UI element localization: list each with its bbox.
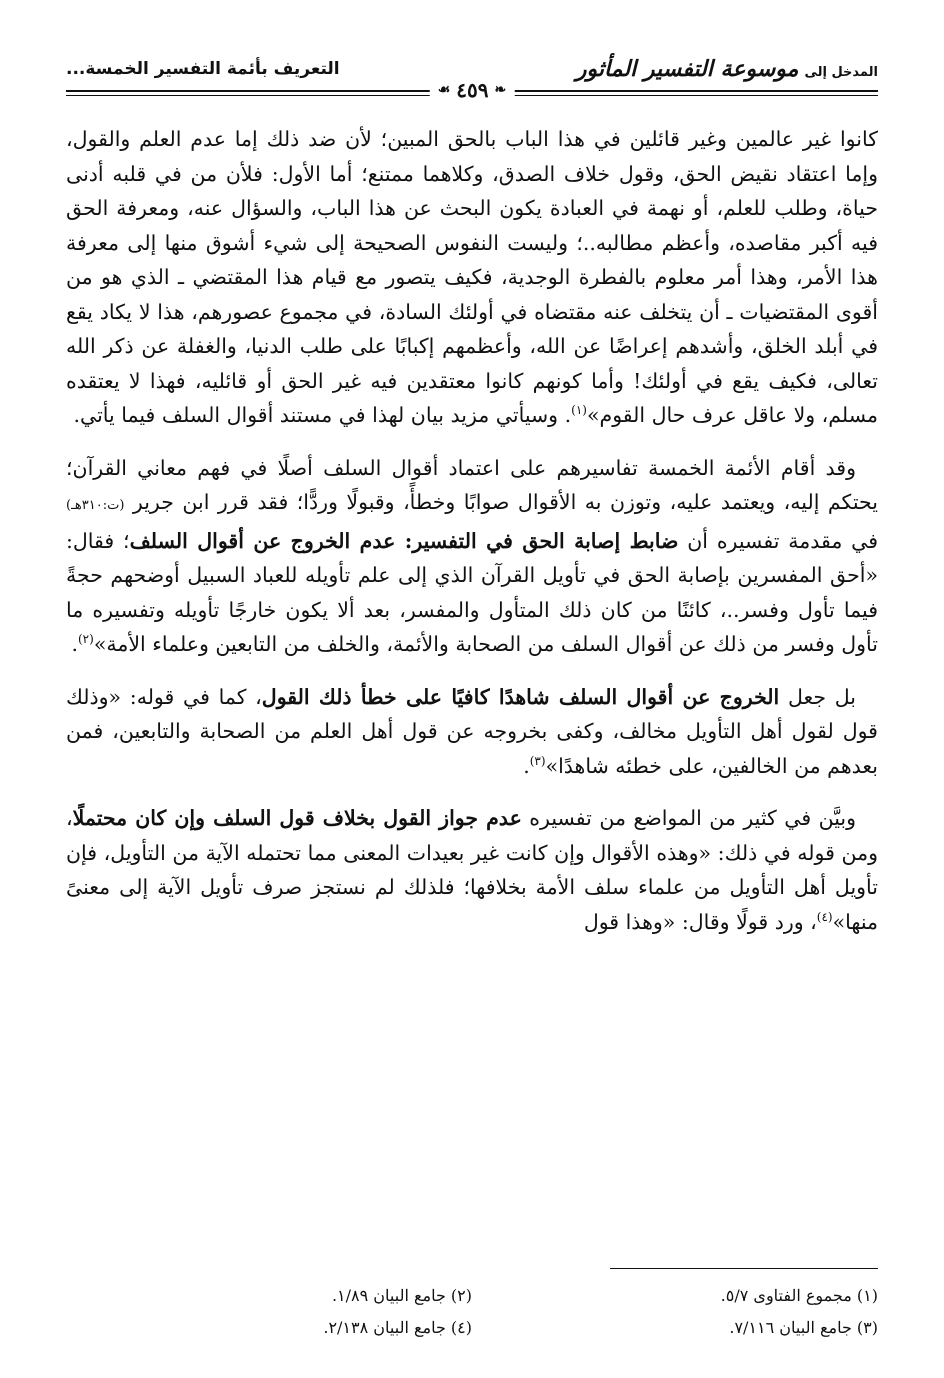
paragraph-4 bbox=[66, 801, 878, 939]
footnote-row bbox=[66, 1280, 878, 1312]
running-header bbox=[66, 44, 878, 104]
book-title-prefix: المدخل إلى bbox=[804, 65, 878, 80]
footnote-row bbox=[66, 1312, 878, 1344]
page bbox=[66, 44, 878, 1364]
footnote-1: (١) مجموع الفتاوى ٥/٧. bbox=[720, 1286, 878, 1305]
paragraph-gap bbox=[66, 783, 878, 801]
footnote-separator bbox=[610, 1268, 878, 1269]
footnote-ref-2[interactable]: (٢) bbox=[77, 632, 94, 647]
text-span: وبيَّن في كثير من المواضع من تفسيره bbox=[529, 806, 856, 830]
ornament-right-icon: ❧ bbox=[494, 82, 507, 98]
death-date: (ت:٣١٠هـ) bbox=[66, 498, 125, 513]
ornament-left-icon: ☙ bbox=[437, 82, 451, 98]
text-span: وقد أقام الأئمة الخمسة تفاسيرهم على اعتماد أقوال السلف أصلًا في فهم معاني القرآن؛ يحتكم إليه، ويعتمد عليه، وتوزن به الأقوال صوابًا وخطأً، وقبولًا وردًّا؛ فقد قرر ابن جرير bbox=[66, 455, 878, 514]
book-title bbox=[576, 56, 878, 82]
text-span: ، ورد قولًا وقال: «وهذا قول bbox=[583, 909, 817, 934]
book-title-name: موسوعة التفسير المأثور bbox=[575, 56, 799, 82]
text-span: كانوا غير عالمين وغير قائلين في هذا الباب بالحق المبين؛ لأن ضد ذلك إما عدم العلم والقول، وإما اعتقاد نقيض الحق، وقول خلاف الصدق، وكلاهما ممتنع؛ أما الأول: فلأن من في قلبه أدنى حياة، وطلب للعلم، أو نهمة في العبادة يكون البحث عن هذا الباب، والسؤال عنه، ومعرفة الحق فيه أكبر مقاصده، وأعظم مطالبه..؛ وليست النفوس الصحيحة إلى شيء أشوق منها إلى معرفة هذا الأمر، وهذا أمر معلوم بالفطرة الوجدية، فكيف يتصور مع قيام هذا المقتضي ـ الذي هو من أقوى المقتضيات ـ أن يتخلف عنه مقتضاه في أولئك السادة، في مجموع عصورهم، هذا لا يكاد يقع في أبلد الخلق، وأشدهم إعراضًا عن الله، وأعظمهم إكبابًا على طلب الدنيا، والغفلة عن ذكر الله تعالى، فكيف يقع في أولئك! وأما كونهم كانوا معتقدين فيه غير الحق أو قائليه، فهذا لا يعتقده مسلم، ولا عاقل عرف حال القوم» bbox=[66, 127, 878, 427]
text-span: . bbox=[71, 632, 78, 656]
footnote-2: (٢) جامع البيان ١/٨٩. bbox=[331, 1286, 472, 1305]
text-span: . bbox=[523, 753, 530, 778]
footnote-ref-4[interactable]: (٤) bbox=[816, 909, 833, 924]
footnote-3: (٣) جامع البيان ٧/١١٦. bbox=[729, 1318, 878, 1337]
paragraph-gap bbox=[66, 433, 878, 451]
text-span: بل جعل bbox=[787, 684, 856, 709]
footnotes bbox=[66, 1280, 878, 1344]
text-span: ؛ فقال: «أحق المفسرين بإصابة الحق في تأويل القرآن الذي إلى علم تأويله للعباد السبيل أوضحهم حجةً فيما تأول وفسر..، كائنًا من كان ذلك المتأول والمفسر، بعد ألا يكون خارجًا تأويله وتفسيره ما تأول وفسر من ذلك عن أقوال السلف من الصحابة والأئمة، والخلف من التابعين وعلماء الأمة» bbox=[66, 528, 878, 656]
page-number-box bbox=[430, 78, 515, 102]
bold-phrase: عدم جواز القول بخلاف قول السلف وإن كان محتملًا bbox=[72, 806, 522, 830]
body-text bbox=[66, 122, 878, 939]
text-span: في مقدمة تفسيره أن bbox=[687, 528, 879, 553]
bold-phrase: ضابط إصابة الحق في التفسير: عدم الخروج عن أقوال السلف bbox=[129, 528, 679, 553]
bold-phrase: الخروج عن أقوال السلف شاهدًا كافيًا على خطأ ذلك القول bbox=[261, 684, 780, 709]
page-number: ٤٥٩ bbox=[456, 78, 489, 102]
paragraph-2 bbox=[66, 451, 878, 662]
paragraph-gap bbox=[66, 662, 878, 680]
text-span: ، ومن قوله في ذلك: «وهذه الأقوال وإن كانت غير بعيدات المعنى مما تحتمله الآية من التأويل، فإن تأويل أهل التأويل من علماء سلف الأمة بخلافها؛ فلذلك لم نستجز صرف تأويل الآية إلى معنىً منها» bbox=[66, 806, 878, 934]
paragraph-3 bbox=[66, 680, 878, 784]
paragraph-1 bbox=[66, 122, 878, 433]
chapter-title: التعريف بأئمة التفسير الخمسة... bbox=[66, 59, 340, 79]
footnote-4: (٤) جامع البيان ٢/١٣٨. bbox=[323, 1318, 472, 1337]
footnote-ref-1[interactable]: (١) bbox=[571, 403, 587, 418]
text-span: . وسيأتي مزيد بيان لهذا في مستند أقوال السلف فيما يأتي. bbox=[73, 403, 572, 427]
text-span: ، كما في قوله: «وذلك قول لقول أهل التأويل مخالف، وكفى بخروجه عن قول أهل العلم من الصحابة والتابعين، فمن بعدهم من الخالفين، على خطئه شاهدًا» bbox=[66, 684, 878, 778]
footnote-ref-3[interactable]: (٣) bbox=[529, 753, 546, 768]
